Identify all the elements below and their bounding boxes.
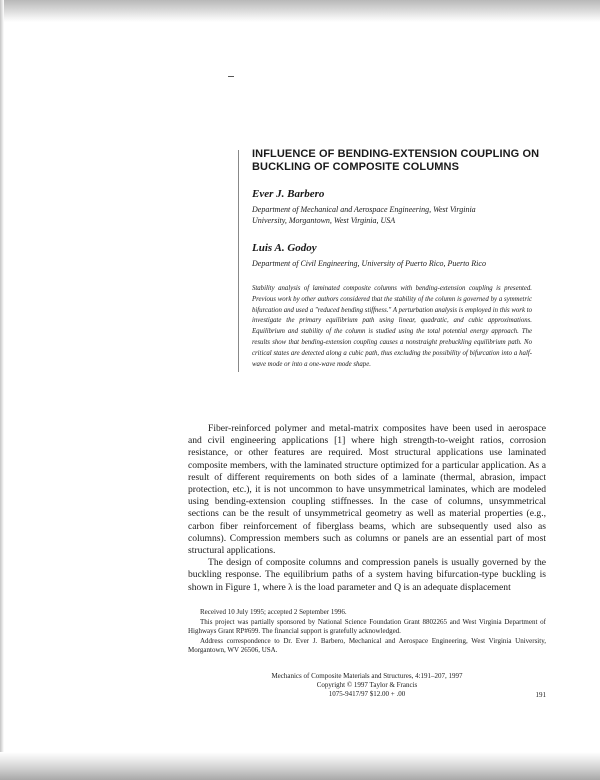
scan-shadow-left [0,0,4,780]
affiliation-1-line-1: Department of Mechanical and Aerospace Engineering, West Virginia [252,205,476,214]
author-name-2: Luis A. Godoy [252,242,317,254]
journal-line-3: 1075-9417/97 $12.00 + .00 [328,690,406,698]
footnote-funding: This project was partially sponsored by National Science Foundation Grant 8802265 and West Virginia Department of Highways Grant RP#699. The financial support is gratefully acknowledged. [188,617,546,635]
footnote-correspondence: Address correspondence to Dr. Ever J. Barbero, Mechanical and Aerospace Engineering, West Virginia University, Morgantown, WV 26506, USA. [188,636,546,654]
title-line-1: INFLUENCE OF BENDING-EXTENSION COUPLING ON [252,148,540,160]
author-affiliation-2 [252,258,542,269]
affiliation-1-line-2: University, Morgantown, West Virginia, USA [252,216,396,225]
scan-shadow-bottom [0,752,600,780]
paper-title [252,148,572,174]
scan-shadow-top [0,0,600,22]
journal-line-2: Copyright © 1997 Taylor & Francis [316,681,418,689]
abstract: Stability analysis of laminated composite columns with bending-extension coupling is presented. Previous work by other authors considered that the stability of the column is governed by a symmetric bifurcation and used a "reduced bending stiffness." A perturbation analysis is employed in this work to investigate the primary equilibrium path using linear, quadratic, and cubic approximations. Equilibrium and stability of the column is studied using the total potential energy approach. The results show that bending-extension coupling causes a nonstraight prebuckling equilibrium path. No critical states are detected along a cubic path, thus excluding the possibility of bifurcation into a half-wave mode or into a one-wave mode shape. [252,285,532,368]
journal-info [188,672,546,699]
margin-rule [238,150,239,372]
author-affiliation-1 [252,204,542,226]
affiliation-2-line-1: Department of Civil Engineering, University of Puerto Rico, Puerto Rico [252,259,486,268]
author-name-1: Ever J. Barbero [252,188,325,200]
footnote-received: Received 10 July 1995; accepted 2 September 1996. [200,608,347,616]
footnotes [188,608,546,656]
page-number: 191 [535,691,546,699]
body-paragraph-1: Fiber-reinforced polymer and metal-matrix composites have been used in aerospace and civil engineering applications [1] where high strength-to-weight ratios, corrosion resistance, or other features are required. Most structural applications use laminated composite members, with the laminated structure optimized for a particular application. As a result of different requirements on both sides of a laminate (thermal, abrasion, impact protection, etc.), it is not uncommon to have unsymmetrical laminates, which are modeled using bending-extension coupling stiffnesses. In the case of columns, unsymmetrical sections can be the result of unsymmetrical geometry as well as material properties (e.g., carbon fiber reinforcement of fiberglass beams, which are subsequently used also as columns). Compression members such as columns or panels are an essential part of most structural applications. [188,423,546,557]
body-paragraph-2: The design of composite columns and compression panels is usually governed by the buckling response. The equilibrium paths of a system having bifurcation-type buckling is shown in Figure 1, where λ is the load parameter and Q is an adequate displacement [188,557,546,593]
scan-mark [228,76,234,77]
title-line-2: BUCKLING OF COMPOSITE COLUMNS [252,161,460,173]
body-text [188,423,546,594]
journal-line-1: Mechanics of Composite Materials and Structures, 4:191–207, 1997 [271,672,463,680]
